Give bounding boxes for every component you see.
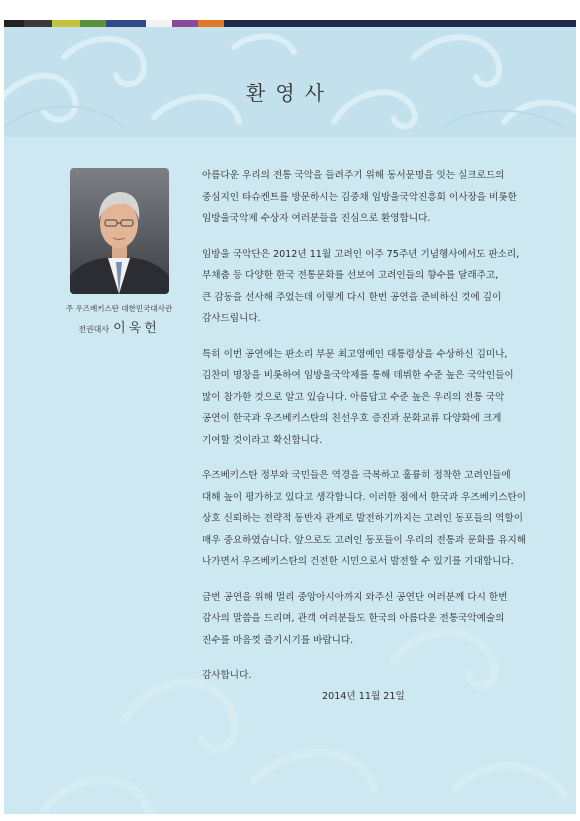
stripe-segment [52,20,80,27]
paragraph-line: 대해 높이 평가하고 있다고 생각합니다. 이러한 점에서 한국과 우즈베키스탄이 [202,491,527,503]
stripe-segment [146,20,172,27]
header-band [4,27,576,137]
paragraph-line: 감사드립니다. [202,313,261,324]
paragraph [202,344,532,452]
date: 2014년 11월 21일 [322,691,405,702]
paragraph [202,465,532,573]
stripe-segment [24,20,52,27]
paragraph-line: 임방울 국악단은 2012년 11월 고려인 이주 75주년 기념행사에서도 판소리, [202,248,520,260]
paragraph-line: 공연이 한국과 우즈베키스탄의 친선우호 증진과 문화교류 다양화에 크게 [202,413,502,424]
paragraph [202,587,532,652]
paragraph [202,244,532,330]
stripe-segment [4,20,24,27]
page [4,20,576,814]
paragraph-line: 금번 공연을 위해 멀리 중앙아시아까지 와주신 공연단 여러분께 다시 한번 [202,591,508,603]
paragraph-line: 매우 중요하였습니다. 앞으로도 고려인 동포들이 우리의 전통과 문화를 유지해 [202,534,527,546]
paragraph [202,165,532,230]
author-name: 이욱헌 [113,321,160,336]
author-rank: 전권대사 [78,325,110,334]
paragraph [202,665,532,687]
paragraph-line: 큰 감동을 선사해 주었는데 이렇게 다시 한번 공연을 준비하신 것에 깊이 [202,291,502,303]
ambassador-portrait [70,168,169,294]
paragraph-line: 나가면서 우즈베키스탄의 건전한 시민으로서 발전할 수 있기를 기대합니다. [202,556,514,567]
paragraph-line: 감사의 말씀을 드리며, 관객 여러분들도 한국의 아름다운 전통국악예술의 [202,613,505,624]
paragraph-line: 진수를 마음껏 즐기시기를 바랍니다. [202,634,354,646]
paragraph-line: 우즈베키스탄 정부와 국민들은 역경을 극복하고 훌륭히 정착한 고려인들에 [202,470,511,481]
paragraph-line: 상호 신뢰하는 전략적 동반자 관계로 발전하기까지는 고려인 동포들의 역할이 [202,513,523,524]
message-body [202,165,532,701]
author-position: 주 우즈베키스탄 대한민국대사관 [65,304,173,313]
stripe-segment [224,20,576,27]
paragraph-line: 부채춤 등 다양한 한국 전통문화를 선보여 고려인들의 향수를 달래주고, [202,270,499,281]
paragraph-line: 특히 이번 공연에는 판소리 부문 최고영예인 대통령상을 수상하신 김미나, [202,348,508,360]
page-title: 환영사 [246,81,334,105]
stripe-segment [80,20,106,27]
stripe-segment [172,20,198,27]
paragraph-line: 감사합니다. [202,670,252,681]
paragraph-line: 임방울국악제 수상자 여러분들을 진심으로 환영합니다. [202,213,431,224]
stripe-segment [106,20,146,27]
color-stripe [4,20,576,27]
paragraph-line: 기여할 것이라고 확신합니다. [202,434,323,446]
stripe-segment [198,20,224,27]
paragraph-line: 아름다운 우리의 전통 국악을 들려주기 위해 동서문명을 잇는 실크로드의 [202,170,505,181]
paragraph-line: 중심지인 타슈켄트를 방문하시는 김중채 임방울국악진흥회 이사장을 비롯한 [202,191,517,203]
paragraph-line: 많이 참가한 것으로 알고 있습니다. 아름답고 수준 높은 우리의 전통 국악 [202,391,505,403]
author-signature [54,317,184,336]
paragraph-line: 김찬미 명창을 비롯하여 임방울국악제를 통해 데뷔한 수준 높은 국악인들이 [202,370,514,381]
